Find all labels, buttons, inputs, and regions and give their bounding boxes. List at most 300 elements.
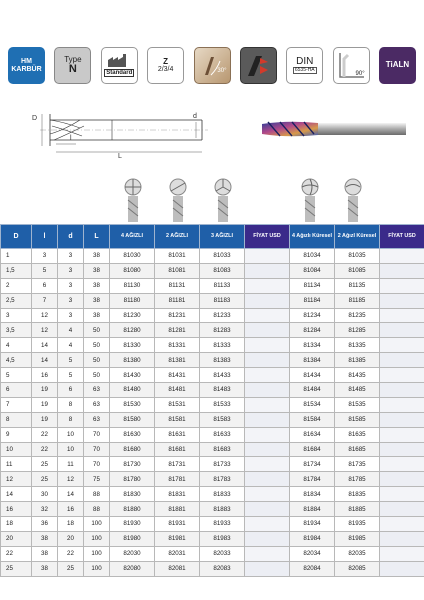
cell-col-total-l: 88	[84, 502, 110, 517]
cell-col-4-flute: 81330	[110, 338, 155, 353]
cell-col-l: 14	[32, 338, 58, 353]
table-row	[1, 293, 424, 308]
cell-col-l: 12	[32, 308, 58, 323]
cell-col-l: 3	[32, 249, 58, 264]
cell-col-2-flute: 81681	[155, 442, 200, 457]
cell-col-4-flute-ball: 81884	[290, 502, 335, 517]
cell-col-total-l: 38	[84, 263, 110, 278]
cell-col-4-flute: 81030	[110, 249, 155, 264]
product-table	[0, 224, 424, 577]
cell-col-2-flute-ball: 81035	[335, 249, 380, 264]
cell-col-2-flute: 82031	[155, 546, 200, 561]
table-row	[1, 546, 424, 561]
shank-tolerance-icon	[244, 52, 272, 80]
tialn-coating-badge	[379, 47, 416, 84]
cell-col-small-d: 3	[58, 308, 84, 323]
cell-col-l: 5	[32, 263, 58, 278]
cell-col-l: 22	[32, 442, 58, 457]
cell-col-d: 11	[1, 457, 32, 472]
cell-col-small-d: 10	[58, 442, 84, 457]
cell-col-2-flute-ball: 81585	[335, 412, 380, 427]
cell-col-4-flute-ball: 81534	[290, 397, 335, 412]
flute-count-label: 2/3/4	[157, 66, 174, 74]
cell-col-4-flute-ball: 81084	[290, 263, 335, 278]
cell-col-total-l: 88	[84, 487, 110, 502]
cell-col-total-l: 38	[84, 308, 110, 323]
cell-col-2-flute-ball: 81385	[335, 353, 380, 368]
table-row	[1, 472, 424, 487]
cell-col-l: 25	[32, 472, 58, 487]
table-row	[1, 442, 424, 457]
header-col-2-flute: 2 AĞIZLI	[155, 225, 200, 249]
cell-col-price-usd	[245, 397, 290, 412]
cell-col-2-flute-ball: 81485	[335, 383, 380, 398]
header-col-4-flute: 4 AĞIZLI	[110, 225, 155, 249]
cell-col-2-flute: 81181	[155, 293, 200, 308]
table-row	[1, 427, 424, 442]
cell-col-price-usd	[245, 442, 290, 457]
cell-col-3-flute: 81733	[200, 457, 245, 472]
cell-col-2-flute: 81431	[155, 368, 200, 383]
cell-col-3-flute: 81483	[200, 383, 245, 398]
flutes-badge	[147, 47, 184, 84]
tip-view-2-flute-ball	[345, 179, 361, 222]
cell-col-small-d: 16	[58, 502, 84, 517]
cell-col-3-flute: 81583	[200, 412, 245, 427]
cell-col-4-flute-ball: 81584	[290, 412, 335, 427]
table-header	[1, 225, 424, 249]
header-col-small-d: d	[58, 225, 84, 249]
cell-col-4-flute-ball: 81034	[290, 249, 335, 264]
cell-col-price-usd	[245, 502, 290, 517]
header-col-d: D	[1, 225, 32, 249]
cell-col-l: 38	[32, 561, 58, 576]
cell-col-small-d: 3	[58, 278, 84, 293]
cell-col-4-flute-ball: 81334	[290, 338, 335, 353]
cell-col-total-l: 70	[84, 457, 110, 472]
cell-col-price-usd-ball	[380, 397, 424, 412]
table-row	[1, 397, 424, 412]
cell-col-4-flute: 81880	[110, 502, 155, 517]
cell-col-4-flute: 81630	[110, 427, 155, 442]
standard-label: Standard	[106, 69, 133, 76]
tip-view-4-flute	[125, 179, 141, 222]
cell-col-l: 30	[32, 487, 58, 502]
cell-col-4-flute: 81730	[110, 457, 155, 472]
cell-col-price-usd	[245, 263, 290, 278]
header-col-2-flute-ball: 2 Ağızl Küresel	[335, 225, 380, 249]
cell-col-price-usd-ball	[380, 472, 424, 487]
cell-col-price-usd-ball	[380, 427, 424, 442]
din-badge	[286, 47, 323, 84]
cell-col-2-flute-ball: 81285	[335, 323, 380, 338]
cell-col-2-flute-ball: 81135	[335, 278, 380, 293]
cell-col-3-flute: 81433	[200, 368, 245, 383]
cell-col-total-l: 100	[84, 531, 110, 546]
cell-col-price-usd-ball	[380, 293, 424, 308]
cell-col-small-d: 12	[58, 472, 84, 487]
cell-col-small-d: 4	[58, 323, 84, 338]
cell-col-price-usd	[245, 457, 290, 472]
cell-col-total-l: 50	[84, 323, 110, 338]
cell-col-small-d: 11	[58, 457, 84, 472]
cell-col-price-usd	[245, 383, 290, 398]
cell-col-2-flute: 81031	[155, 249, 200, 264]
cell-col-3-flute: 81333	[200, 338, 245, 353]
cell-col-price-usd-ball	[380, 383, 424, 398]
cell-col-4-flute-ball: 81234	[290, 308, 335, 323]
table-row	[1, 383, 424, 398]
cell-col-4-flute-ball: 81784	[290, 472, 335, 487]
cell-col-total-l: 63	[84, 397, 110, 412]
cell-col-price-usd	[245, 368, 290, 383]
cell-col-d: 5	[1, 368, 32, 383]
cell-col-4-flute: 81180	[110, 293, 155, 308]
table-row	[1, 338, 424, 353]
cell-col-4-flute: 81480	[110, 383, 155, 398]
cell-col-price-usd	[245, 278, 290, 293]
hm-karbur-badge	[8, 47, 45, 84]
cell-col-price-usd	[245, 517, 290, 532]
cell-col-price-usd-ball	[380, 442, 424, 457]
cell-col-d: 7	[1, 397, 32, 412]
feature-badges	[8, 47, 416, 85]
cell-col-small-d: 5	[58, 353, 84, 368]
cell-col-small-d: 3	[58, 293, 84, 308]
cell-col-l: 32	[32, 502, 58, 517]
cell-col-price-usd-ball	[380, 546, 424, 561]
cell-col-3-flute: 81383	[200, 353, 245, 368]
header-col-price-usd-ball: FİYAT USD	[380, 225, 424, 249]
cell-col-2-flute: 81831	[155, 487, 200, 502]
cell-col-2-flute-ball: 81935	[335, 517, 380, 532]
cell-col-3-flute: 81883	[200, 502, 245, 517]
cell-col-price-usd	[245, 561, 290, 576]
cell-col-2-flute-ball: 81435	[335, 368, 380, 383]
cell-col-price-usd	[245, 427, 290, 442]
table-row	[1, 502, 424, 517]
cell-col-4-flute-ball: 81734	[290, 457, 335, 472]
cell-col-2-flute: 81631	[155, 427, 200, 442]
cell-col-2-flute: 81081	[155, 263, 200, 278]
karbur-label: KARBÜR	[11, 65, 42, 73]
cell-col-3-flute: 81083	[200, 263, 245, 278]
table-row	[1, 517, 424, 532]
drawing-label-d: d	[193, 113, 197, 120]
cell-col-d: 3	[1, 308, 32, 323]
header-col-3-flute: 3 AĞIZLI	[200, 225, 245, 249]
cell-col-4-flute: 81780	[110, 472, 155, 487]
cell-col-total-l: 50	[84, 368, 110, 383]
cell-col-l: 36	[32, 517, 58, 532]
table-row	[1, 457, 424, 472]
helix-angle-label: 30°	[217, 67, 227, 74]
cell-col-2-flute-ball: 81335	[335, 338, 380, 353]
cell-col-price-usd-ball	[380, 457, 424, 472]
cell-col-2-flute-ball: 81085	[335, 263, 380, 278]
cell-col-2-flute-ball: 81185	[335, 293, 380, 308]
table-row	[1, 487, 424, 502]
header-col-4-flute-ball: 4 Ağızlı Küresel	[290, 225, 335, 249]
cell-col-2-flute: 81131	[155, 278, 200, 293]
din-standard-label: 6535-HA	[294, 67, 315, 74]
cell-col-d: 25	[1, 561, 32, 576]
cell-col-4-flute: 81130	[110, 278, 155, 293]
cell-col-2-flute: 81481	[155, 383, 200, 398]
cell-col-2-flute: 81731	[155, 457, 200, 472]
cell-col-total-l: 100	[84, 517, 110, 532]
cell-col-4-flute: 81980	[110, 531, 155, 546]
cell-col-total-l: 38	[84, 293, 110, 308]
cell-col-3-flute: 81833	[200, 487, 245, 502]
cell-col-d: 4,5	[1, 353, 32, 368]
cell-col-total-l: 100	[84, 561, 110, 576]
cell-col-d: 1,5	[1, 263, 32, 278]
cell-col-3-flute: 81133	[200, 278, 245, 293]
table-row	[1, 412, 424, 427]
cell-col-small-d: 6	[58, 383, 84, 398]
cell-col-3-flute: 81283	[200, 323, 245, 338]
cell-col-4-flute: 82030	[110, 546, 155, 561]
cell-col-total-l: 100	[84, 546, 110, 561]
cell-col-l: 19	[32, 383, 58, 398]
cell-col-4-flute-ball: 82034	[290, 546, 335, 561]
cell-col-d: 10	[1, 442, 32, 457]
cell-col-2-flute-ball: 81685	[335, 442, 380, 457]
table-row	[1, 368, 424, 383]
cell-col-price-usd-ball	[380, 308, 424, 323]
cell-col-3-flute: 81783	[200, 472, 245, 487]
cell-col-d: 22	[1, 546, 32, 561]
tip-view-2-flute	[170, 179, 186, 222]
cell-col-4-flute: 81580	[110, 412, 155, 427]
cell-col-4-flute-ball: 81984	[290, 531, 335, 546]
shank-tolerance-badge	[240, 47, 277, 84]
hm-label: HM	[21, 58, 32, 66]
cell-col-2-flute: 81881	[155, 502, 200, 517]
header-col-price-usd: FİYAT USD	[245, 225, 290, 249]
cell-col-total-l: 70	[84, 427, 110, 442]
cell-col-price-usd-ball	[380, 353, 424, 368]
header-col-total-l: L	[84, 225, 110, 249]
tialn-label: TiALN	[385, 60, 410, 70]
cell-col-2-flute: 81781	[155, 472, 200, 487]
cell-col-l: 16	[32, 368, 58, 383]
cell-col-4-flute-ball: 81684	[290, 442, 335, 457]
cell-col-2-flute-ball: 81635	[335, 427, 380, 442]
cell-col-d: 2	[1, 278, 32, 293]
cell-col-l: 7	[32, 293, 58, 308]
cell-col-d: 1	[1, 249, 32, 264]
cell-col-d: 12	[1, 472, 32, 487]
cell-col-2-flute-ball: 81735	[335, 457, 380, 472]
cell-col-small-d: 14	[58, 487, 84, 502]
cell-col-d: 4	[1, 338, 32, 353]
cell-col-price-usd-ball	[380, 531, 424, 546]
cell-col-3-flute: 81533	[200, 397, 245, 412]
type-label: Type	[64, 54, 82, 64]
cell-col-total-l: 50	[84, 338, 110, 353]
cell-col-4-flute: 81830	[110, 487, 155, 502]
end-mill-photo	[258, 118, 408, 140]
cell-col-price-usd	[245, 472, 290, 487]
drawing-label-l: l	[70, 135, 72, 142]
cell-col-l: 19	[32, 412, 58, 427]
end-mill-drawing	[30, 100, 220, 160]
table-row	[1, 323, 424, 338]
table-body	[1, 249, 424, 577]
cell-col-3-flute: 82083	[200, 561, 245, 576]
table-row	[1, 278, 424, 293]
drawing-label-D: D	[32, 115, 38, 122]
din-label: DIN	[296, 55, 314, 67]
cell-col-price-usd-ball	[380, 412, 424, 427]
cell-col-price-usd-ball	[380, 278, 424, 293]
cell-col-4-flute: 81080	[110, 263, 155, 278]
cell-col-3-flute: 81633	[200, 427, 245, 442]
cell-col-total-l: 38	[84, 249, 110, 264]
factory-icon	[107, 54, 131, 68]
cell-col-2-flute-ball: 81835	[335, 487, 380, 502]
cell-col-2-flute: 81931	[155, 517, 200, 532]
cell-col-2-flute-ball: 81785	[335, 472, 380, 487]
cell-col-2-flute-ball: 81985	[335, 531, 380, 546]
cell-col-4-flute-ball: 81434	[290, 368, 335, 383]
cell-col-d: 16	[1, 502, 32, 517]
cell-col-price-usd	[245, 293, 290, 308]
tip-view-4-flute-ball	[302, 179, 318, 222]
cell-col-2-flute-ball: 81535	[335, 397, 380, 412]
cell-col-price-usd-ball	[380, 338, 424, 353]
cell-col-l: 38	[32, 531, 58, 546]
cell-col-l: 6	[32, 278, 58, 293]
cell-col-small-d: 22	[58, 546, 84, 561]
cutting-angle-badge	[333, 47, 370, 84]
cell-col-2-flute: 81981	[155, 531, 200, 546]
table-row	[1, 561, 424, 576]
helix-angle-badge	[194, 47, 231, 84]
tip-view-3-flute	[215, 179, 231, 222]
type-n-badge	[54, 47, 91, 84]
cell-col-small-d: 3	[58, 263, 84, 278]
cell-col-price-usd-ball	[380, 368, 424, 383]
cell-col-4-flute-ball: 81184	[290, 293, 335, 308]
cell-col-price-usd	[245, 412, 290, 427]
cell-col-price-usd	[245, 546, 290, 561]
cell-col-4-flute: 81280	[110, 323, 155, 338]
cell-col-3-flute: 81233	[200, 308, 245, 323]
z-label: Z	[163, 56, 169, 66]
cell-col-l: 22	[32, 427, 58, 442]
cell-col-d: 18	[1, 517, 32, 532]
cell-col-d: 9	[1, 427, 32, 442]
cell-col-small-d: 18	[58, 517, 84, 532]
cell-col-4-flute: 82080	[110, 561, 155, 576]
cell-col-small-d: 25	[58, 561, 84, 576]
header-col-l: l	[32, 225, 58, 249]
cell-col-2-flute-ball: 82035	[335, 546, 380, 561]
cell-col-small-d: 3	[58, 249, 84, 264]
standard-badge	[101, 47, 138, 84]
cell-col-d: 3,5	[1, 323, 32, 338]
cell-col-price-usd	[245, 308, 290, 323]
type-value: N	[68, 62, 77, 75]
cell-col-d: 20	[1, 531, 32, 546]
cell-col-d: 8	[1, 412, 32, 427]
table-row	[1, 308, 424, 323]
cell-col-4-flute-ball: 81134	[290, 278, 335, 293]
cell-col-2-flute: 82081	[155, 561, 200, 576]
cell-col-3-flute: 82033	[200, 546, 245, 561]
cell-col-4-flute: 81430	[110, 368, 155, 383]
cell-col-4-flute: 81230	[110, 308, 155, 323]
cell-col-4-flute-ball: 81484	[290, 383, 335, 398]
cell-col-total-l: 50	[84, 353, 110, 368]
cell-col-4-flute: 81530	[110, 397, 155, 412]
table-row	[1, 531, 424, 546]
cell-col-total-l: 63	[84, 412, 110, 427]
cell-col-price-usd	[245, 353, 290, 368]
cell-col-4-flute-ball: 81934	[290, 517, 335, 532]
cell-col-price-usd	[245, 531, 290, 546]
cell-col-4-flute-ball: 82084	[290, 561, 335, 576]
cell-col-4-flute-ball: 81284	[290, 323, 335, 338]
cell-col-3-flute: 81933	[200, 517, 245, 532]
cell-col-price-usd	[245, 323, 290, 338]
cell-col-2-flute: 81281	[155, 323, 200, 338]
cutter-tip-views	[0, 176, 424, 224]
drawing-label-L: L	[118, 153, 122, 160]
cell-col-4-flute-ball: 81384	[290, 353, 335, 368]
cell-col-2-flute: 81381	[155, 353, 200, 368]
cell-col-l: 14	[32, 353, 58, 368]
cell-col-d: 14	[1, 487, 32, 502]
cell-col-4-flute-ball: 81634	[290, 427, 335, 442]
cell-col-2-flute: 81581	[155, 412, 200, 427]
cell-col-2-flute: 81331	[155, 338, 200, 353]
cell-col-d: 6	[1, 383, 32, 398]
cell-col-small-d: 4	[58, 338, 84, 353]
cell-col-price-usd-ball	[380, 249, 424, 264]
cell-col-small-d: 5	[58, 368, 84, 383]
cell-col-3-flute: 81683	[200, 442, 245, 457]
cell-col-price-usd-ball	[380, 517, 424, 532]
cell-col-l: 12	[32, 323, 58, 338]
cell-col-price-usd	[245, 249, 290, 264]
cell-col-price-usd-ball	[380, 561, 424, 576]
cell-col-3-flute: 81983	[200, 531, 245, 546]
cell-col-total-l: 63	[84, 383, 110, 398]
cell-col-total-l: 75	[84, 472, 110, 487]
cell-col-small-d: 8	[58, 412, 84, 427]
cell-col-4-flute: 81930	[110, 517, 155, 532]
cell-col-4-flute: 81380	[110, 353, 155, 368]
table-row	[1, 353, 424, 368]
cell-col-total-l: 70	[84, 442, 110, 457]
cell-col-2-flute-ball: 81885	[335, 502, 380, 517]
cell-col-2-flute-ball: 82085	[335, 561, 380, 576]
cell-col-l: 19	[32, 397, 58, 412]
cell-col-l: 25	[32, 457, 58, 472]
cell-col-l: 38	[32, 546, 58, 561]
cell-col-3-flute: 81183	[200, 293, 245, 308]
cell-col-3-flute: 81033	[200, 249, 245, 264]
cell-col-2-flute-ball: 81235	[335, 308, 380, 323]
cell-col-price-usd-ball	[380, 502, 424, 517]
cutting-angle-label: 90°	[355, 70, 365, 77]
cell-col-small-d: 20	[58, 531, 84, 546]
cell-col-d: 2,5	[1, 293, 32, 308]
